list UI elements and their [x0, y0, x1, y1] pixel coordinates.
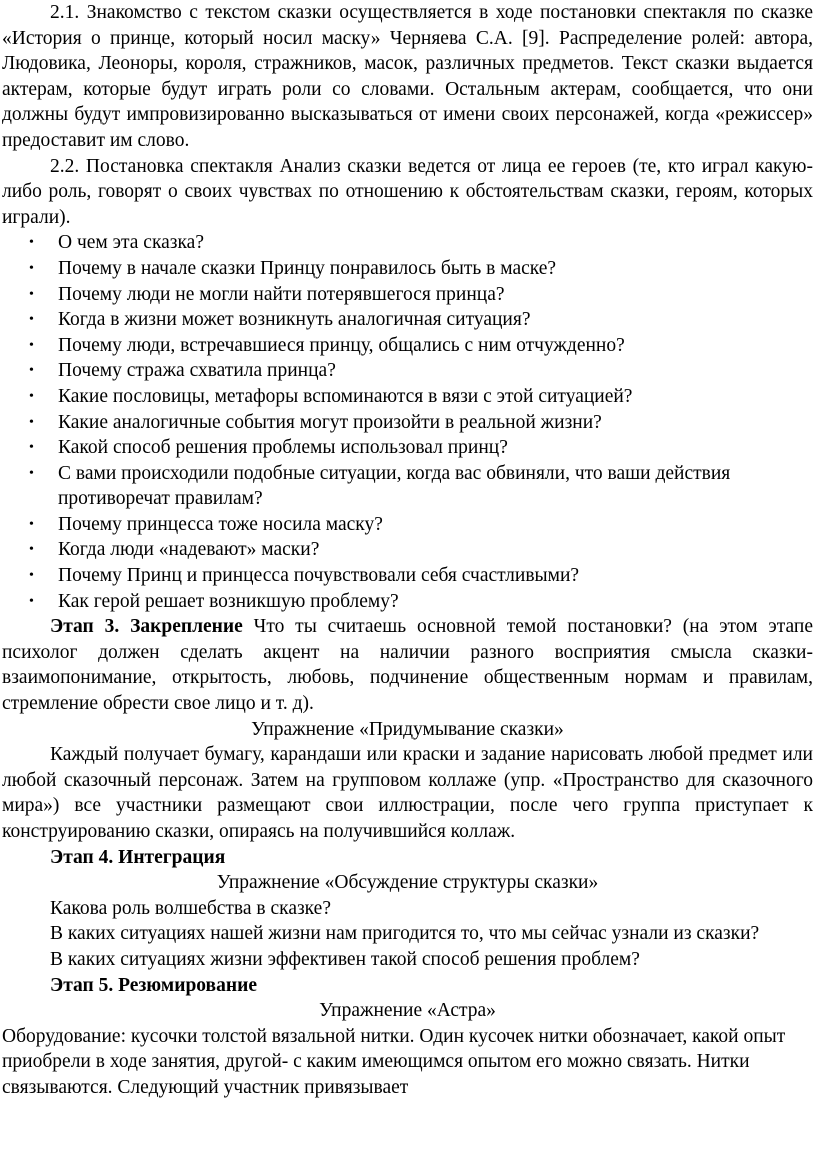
- question-item: [2, 589, 813, 615]
- bullet-icon: •: [29, 363, 34, 379]
- question-text: Какой способ решения проблемы использовал принц?: [58, 437, 508, 459]
- bullet-icon: •: [29, 388, 34, 404]
- question-text: Почему в начале сказки Принцу понравилось быть в маске?: [58, 257, 557, 279]
- stage-3-text: Что ты считаешь основной темой постановки? (на этом этапе психолог должен сделать акцент на наличии разного восприятия смысла сказки- взаимопонимание, открытость, любовь, подчинение общественным нормам и правилам, стремление обрести свое лицо и т. д).: [2, 616, 813, 715]
- paragraph-2-2: 2.2. Постановка спектакля Анализ сказки ведется от лица ее героев (те, кто играл какую-либо роль, говорят о своих чувствах по отношению к обстоятельствам сказки, героям, которых играли).: [2, 155, 813, 228]
- question-text: Когда в жизни может возникнуть аналогичная ситуация?: [58, 309, 531, 331]
- bullet-icon: •: [29, 235, 34, 251]
- question-text: Почему Принц и принцесса почувствовали себя счастливыми?: [58, 565, 580, 587]
- bullet-icon: •: [29, 542, 34, 558]
- stage-3-heading: Этап 3. Закрепление: [50, 616, 243, 638]
- question-text: Почему люди, встречавшиеся принцу, общались с ним отчужденно?: [58, 334, 625, 356]
- question-text: Как герой решает возникшую проблему?: [58, 590, 399, 612]
- bullet-icon: •: [29, 312, 34, 328]
- exercise-title-astra: Упражнение «Астра»: [319, 1000, 496, 1022]
- bullet-icon: •: [29, 465, 34, 481]
- question-item: [2, 333, 813, 359]
- exercise-title-structure-discussion: Упражнение «Обсуждение структуры сказки»: [216, 872, 599, 894]
- question-text: Какие пословицы, метафоры вспоминаются в вязи с этой ситуацией?: [58, 385, 633, 407]
- stage-4-heading: Этап 4. Интеграция: [50, 846, 226, 868]
- question-text: С вами происходили подобные ситуации, когда вас обвиняли, что ваши действия противоречат правилам?: [58, 462, 731, 510]
- stage-3-paragraph: [2, 614, 813, 716]
- stage-5-paragraph: [2, 973, 813, 999]
- question-text: Когда люди «надевают» маски?: [58, 539, 320, 561]
- question-text: Почему люди не могли найти потерявшегося принца?: [58, 283, 505, 305]
- question-item: [2, 307, 813, 333]
- bullet-icon: •: [29, 286, 34, 302]
- exercise-text-story-invention: Каждый получает бумагу, карандаши или краски и задание нарисовать любой предмет или любой сказочный персонаж. Затем на групповом коллаже (упр. «Пространство для сказочного мира») все участники размещают свои иллюстрации, после чего группа приступает к конструированию сказки, опираясь на получившийся коллаж.: [2, 744, 813, 842]
- question-item: [2, 256, 813, 282]
- bullet-icon: •: [29, 516, 34, 532]
- bullet-icon: •: [29, 568, 34, 584]
- bullet-icon: •: [29, 440, 34, 456]
- stage-4-question-2: В каких ситуациях нашей жизни нам пригодится то, что мы сейчас узнали из сказки?: [50, 923, 760, 945]
- question-text: О чем эта сказка?: [58, 232, 204, 254]
- question-text: Почему стража схватила принца?: [58, 360, 336, 382]
- document-page: [2, 0, 813, 1101]
- questions-list: [2, 230, 813, 614]
- stage-4-question-3: В каких ситуациях жизни эффективен такой способ решения проблем?: [50, 948, 640, 970]
- paragraph-2-1: 2.1. Знакомство с текстом сказки осуществляется в ходе постановки спектакля по сказке «История о принце, который носил маску» Черняева С.А. [9]. Распределение ролей: автора, Людовика, Леоноры, короля, стражников, масок, различных предметов. Текст сказки выдается актерам, которые будут играть роли со словами. Остальным актерам, сообщается, что они должны будут импровизированно высказываться от имени своих персонажей, когда «режиссер» предоставит им слово.: [2, 2, 813, 151]
- bullet-icon: •: [29, 260, 34, 276]
- bullet-icon: •: [29, 414, 34, 430]
- question-item: [2, 435, 813, 461]
- question-text: Почему принцесса тоже носила маску?: [58, 513, 383, 535]
- question-item: [2, 512, 813, 538]
- stage-4-question-1: Какова роль волшебства в сказке?: [50, 897, 331, 919]
- question-item: [2, 563, 813, 589]
- exercise-title-story-invention: Упражнение «Придумывание сказки»: [251, 718, 564, 740]
- stage-5-heading: Этап 5. Резюмирование: [50, 974, 257, 996]
- question-item: [2, 230, 813, 256]
- question-text: Какие аналогичные события могут произойти в реальной жизни?: [58, 411, 602, 433]
- bullet-icon: •: [29, 593, 34, 609]
- question-item: [2, 282, 813, 308]
- bullet-icon: •: [29, 337, 34, 353]
- question-item: [2, 410, 813, 436]
- question-item: [2, 358, 813, 384]
- stage-4-paragraph: [2, 845, 813, 871]
- exercise-text-astra: Оборудование: кусочки толстой вязальной нитки. Один кусочек нитки обозначает, какой опыт приобрели в ходе занятия, другой- с каким имеющимся опытом его можно связать. Нитки связываются. Следующий участник привязывает: [2, 1025, 786, 1098]
- question-item: [2, 461, 813, 512]
- question-item: [2, 384, 813, 410]
- question-item: [2, 537, 813, 563]
